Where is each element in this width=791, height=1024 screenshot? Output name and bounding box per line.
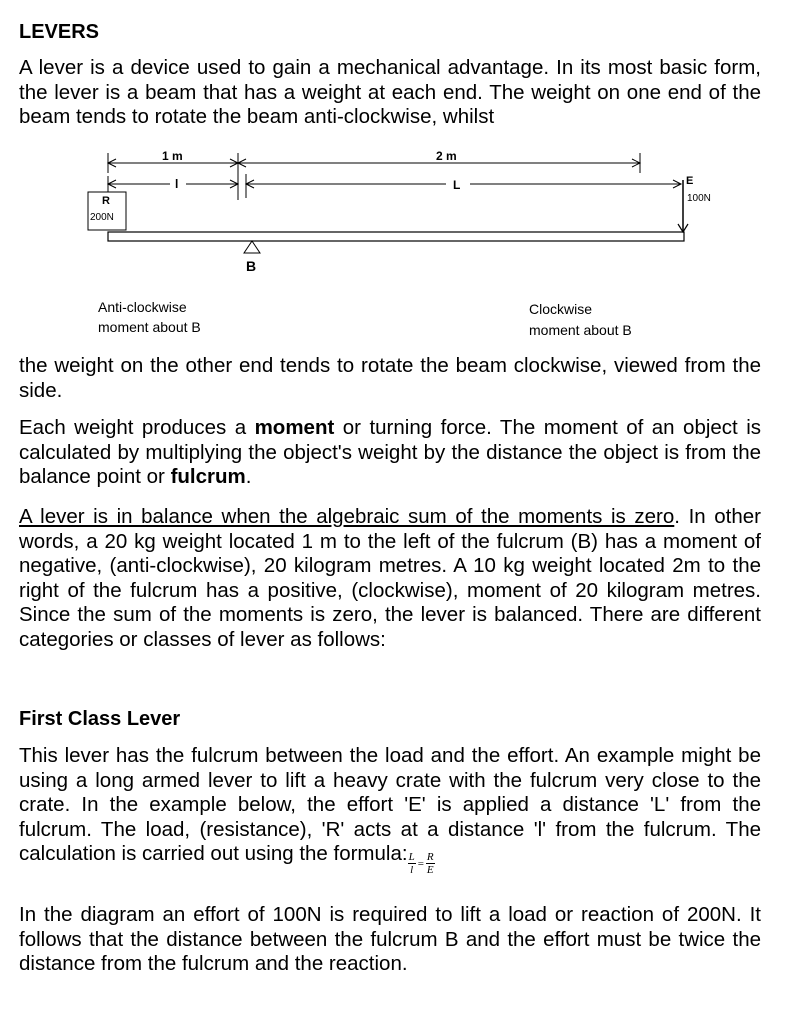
dimension-label-l: l (175, 177, 179, 191)
formula-denominator: l (410, 864, 414, 877)
lever-beam (108, 232, 684, 241)
balance-rule: A lever is in balance when the algebraic sum of the moments is zero (19, 505, 675, 528)
page-title: LEVERS (19, 21, 100, 43)
effort-label: E (686, 175, 694, 187)
load-label: R (102, 195, 110, 207)
paragraph-final: In the diagram an effort of 100N is required to lift a load or reaction of 200N. It follows that the distance between the fulcrum B and the effort must be twice the distance from the fulcrum and the reaction. (19, 903, 761, 976)
dimension-label-L: L (453, 178, 461, 192)
formula-fraction (426, 851, 435, 876)
clockwise-caption: Clockwise (529, 301, 593, 317)
text-span: . In other words, a 20 kg weight located 1 m to the left of the fulcrum (B) has a moment of negative, (anti-clockwise), 20 kilogram metres. A 10 kg weight located 2m to the right of the fulcrum has a positive, (clockwise), moment of 20 kilogram metres. Since the sum of the moments is zero, the lever is balanced. There are different categories or classes of lever as follows: (19, 505, 761, 651)
clockwise-caption-2: moment about B (529, 322, 632, 338)
formula-denominator: E (426, 864, 434, 877)
text-span: Each weight produces a (19, 416, 255, 439)
section-heading: First Class Lever (19, 708, 181, 730)
dimension-label-1m: 1 m (162, 149, 183, 163)
term-moment: moment (254, 416, 335, 439)
intro-paragraph: A lever is a device used to gain a mechanical advantage. In its most basic form, the lever is a beam that has a weight at each end. The weight on one end of the beam tends to rotate the beam anti-clockwise, whilst (19, 56, 761, 129)
term-fulcrum: fulcrum (170, 465, 246, 489)
anticlockwise-caption-2: moment about B (98, 319, 201, 335)
text-span: or turning force. The moment of an object is calculated by multiplying the object's weight by the distance the object is from the balance point or (19, 416, 762, 489)
text-span: . (245, 465, 252, 489)
formula-numerator: L (408, 851, 415, 864)
text-span: This lever has the fulcrum between the load and the effort. An example might be using a long armed lever to lift a heavy crate with the fulcrum very close to the crate. In the example below, the effort 'E' is applied a distance 'L' from the fulcrum. The load, (resistance), 'R' acts at a distance 'l' from the fulcrum. The calculation is carried out using the formula: (19, 744, 761, 866)
paragraph-moment (19, 416, 761, 490)
fulcrum-label: B (246, 258, 257, 274)
formula-numerator: R (426, 851, 434, 864)
paragraph-rotation: the weight on the other end tends to rotate the beam clockwise, viewed from the side. (19, 354, 761, 402)
formula-fraction (408, 851, 416, 876)
paragraph-balance (19, 505, 761, 653)
fulcrum-triangle (244, 241, 260, 253)
lever-formula (408, 851, 435, 876)
paragraph-first-class (19, 744, 761, 876)
dimension-label-2m: 2 m (436, 149, 457, 163)
load-value: 200N (90, 212, 114, 223)
effort-value: 100N (687, 193, 711, 204)
anticlockwise-caption: Anti-clockwise (98, 299, 187, 315)
lever-diagram (0, 140, 791, 350)
formula-equals: = (417, 857, 424, 870)
